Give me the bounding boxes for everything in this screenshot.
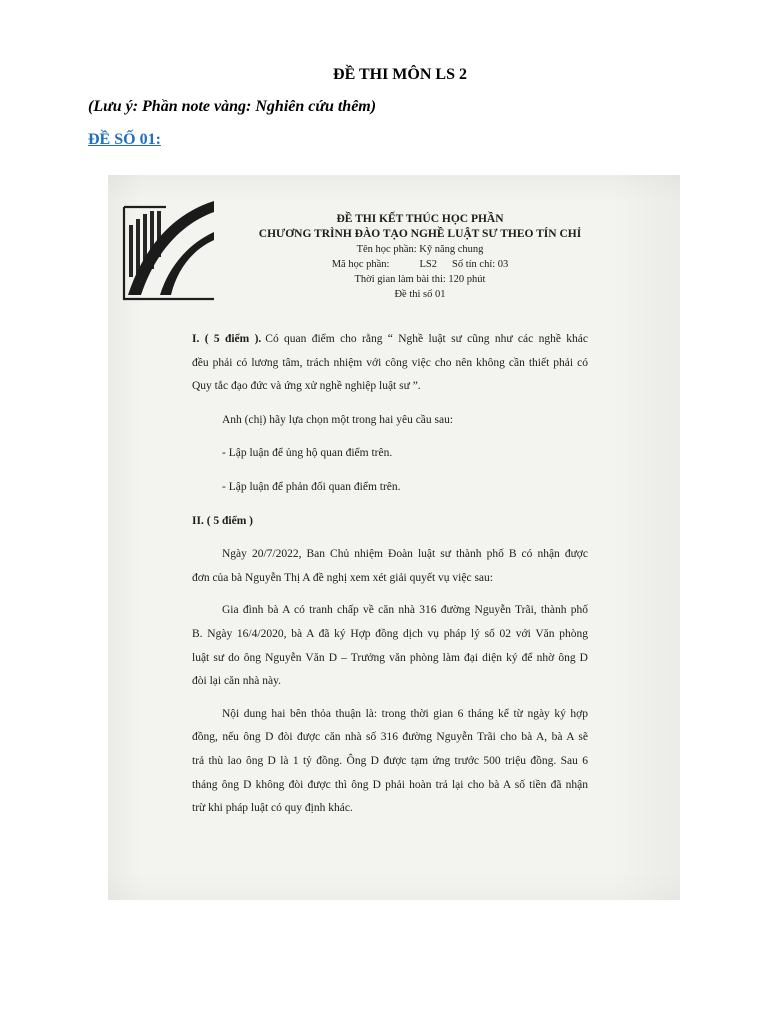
part2-line: Nội dung hai bên thỏa thuận là: trong thời gian 6 tháng kể từ ngày ký hợp (222, 707, 588, 720)
part2-line: đòi lại căn nhà này. (192, 675, 281, 688)
document-note: (Lưu ý: Phần note vàng: Nghiên cứu thêm) (88, 98, 377, 115)
instruction-line: Anh (chị) hãy lựa chọn một trong hai yêu cầu sau: (222, 413, 454, 426)
part2-line: tháng ông D không đòi được thì ông D phải hoàn trả lại cho bà A số tiền đã nhận (192, 778, 588, 791)
scanned-exam-sheet (108, 175, 680, 900)
institution-logo-icon (120, 195, 216, 305)
course-code-label: Mã học phần: (331, 259, 390, 270)
part2-line: đồng, nếu ông D đòi được căn nhà số 316 đường Nguyễn Trãi cho bà A, bà A sẽ (192, 731, 588, 744)
part1-line: Quy tắc đạo đức và ứng xử nghề nghiệp luật sư ”. (192, 380, 421, 393)
part2-paragraph (192, 599, 588, 693)
part2-heading-block (192, 510, 588, 534)
exam-label: ĐỀ SỐ 01: (88, 131, 161, 148)
header-program: CHƯƠNG TRÌNH ĐÀO TẠO NGHỀ LUẬT SƯ THEO TÍN CHỈ (258, 228, 582, 240)
part1-instruction (192, 409, 588, 433)
part2-paragraph (192, 543, 588, 590)
part1-heading: I. ( 5 điểm ). (192, 333, 262, 345)
exam-sheet-body (192, 328, 588, 830)
header-duration: Thời gian làm bài thi: 120 phút (354, 274, 486, 285)
part2-line: trả thù lao ông D là 1 tỷ đồng. Ông D được tạm ứng trước 500 triệu đồng. Sau 6 (192, 754, 588, 767)
part2-heading: II. ( 5 điểm ) (192, 514, 254, 527)
header-course-name: Tên học phần: Kỹ năng chung (356, 244, 484, 255)
header-course-code-row (252, 257, 588, 272)
exam-sheet-header (252, 212, 588, 302)
course-code: LS2 (419, 259, 437, 270)
part1-line: đều phải có lương tâm, trách nhiệm với công việc cho nên không cần thiết phải có (192, 356, 588, 369)
part1-option (192, 476, 588, 500)
part2-line: Ngày 20/7/2022, Ban Chủ nhiệm Đoàn luật sư thành phố B có nhận được (222, 548, 588, 561)
part2-paragraph (192, 703, 588, 821)
header-exam-type: ĐỀ THI KẾT THÚC HỌC PHẦN (336, 213, 504, 225)
part2-line: đơn của bà Nguyễn Thị A đề nghị xem xét giải quyết vụ việc sau: (192, 571, 493, 584)
part2-line: trừ khi pháp luật có quy định khác. (192, 802, 353, 815)
part1-line-text: Có quan điểm cho rằng “ Nghề luật sư cũng như các nghề khác (265, 333, 588, 345)
part2-line: Gia đình bà A có tranh chấp về căn nhà 316 đường Nguyễn Trãi, thành phố (222, 604, 588, 617)
part1-option (192, 442, 588, 466)
option-support: - Lập luận để ủng hộ quan điểm trên. (222, 447, 393, 460)
course-credits: Số tín chỉ: 03 (451, 259, 509, 270)
part1-paragraph (192, 328, 588, 399)
part1-line (192, 328, 588, 352)
document-title: ĐỀ THI MÔN LS 2 (333, 66, 467, 83)
header-exam-number: Đề thi số 01 (394, 289, 446, 300)
part2-line: luật sư do ông Nguyễn Văn D – Trưởng văn phòng làm đại diện ký để nhờ ông D (192, 651, 588, 664)
option-oppose: - Lập luận để phản đối quan điểm trên. (222, 480, 401, 493)
part2-line: B. Ngày 16/4/2020, bà A đã ký Hợp đồng dịch vụ pháp lý số 02 với Văn phòng (192, 627, 588, 640)
